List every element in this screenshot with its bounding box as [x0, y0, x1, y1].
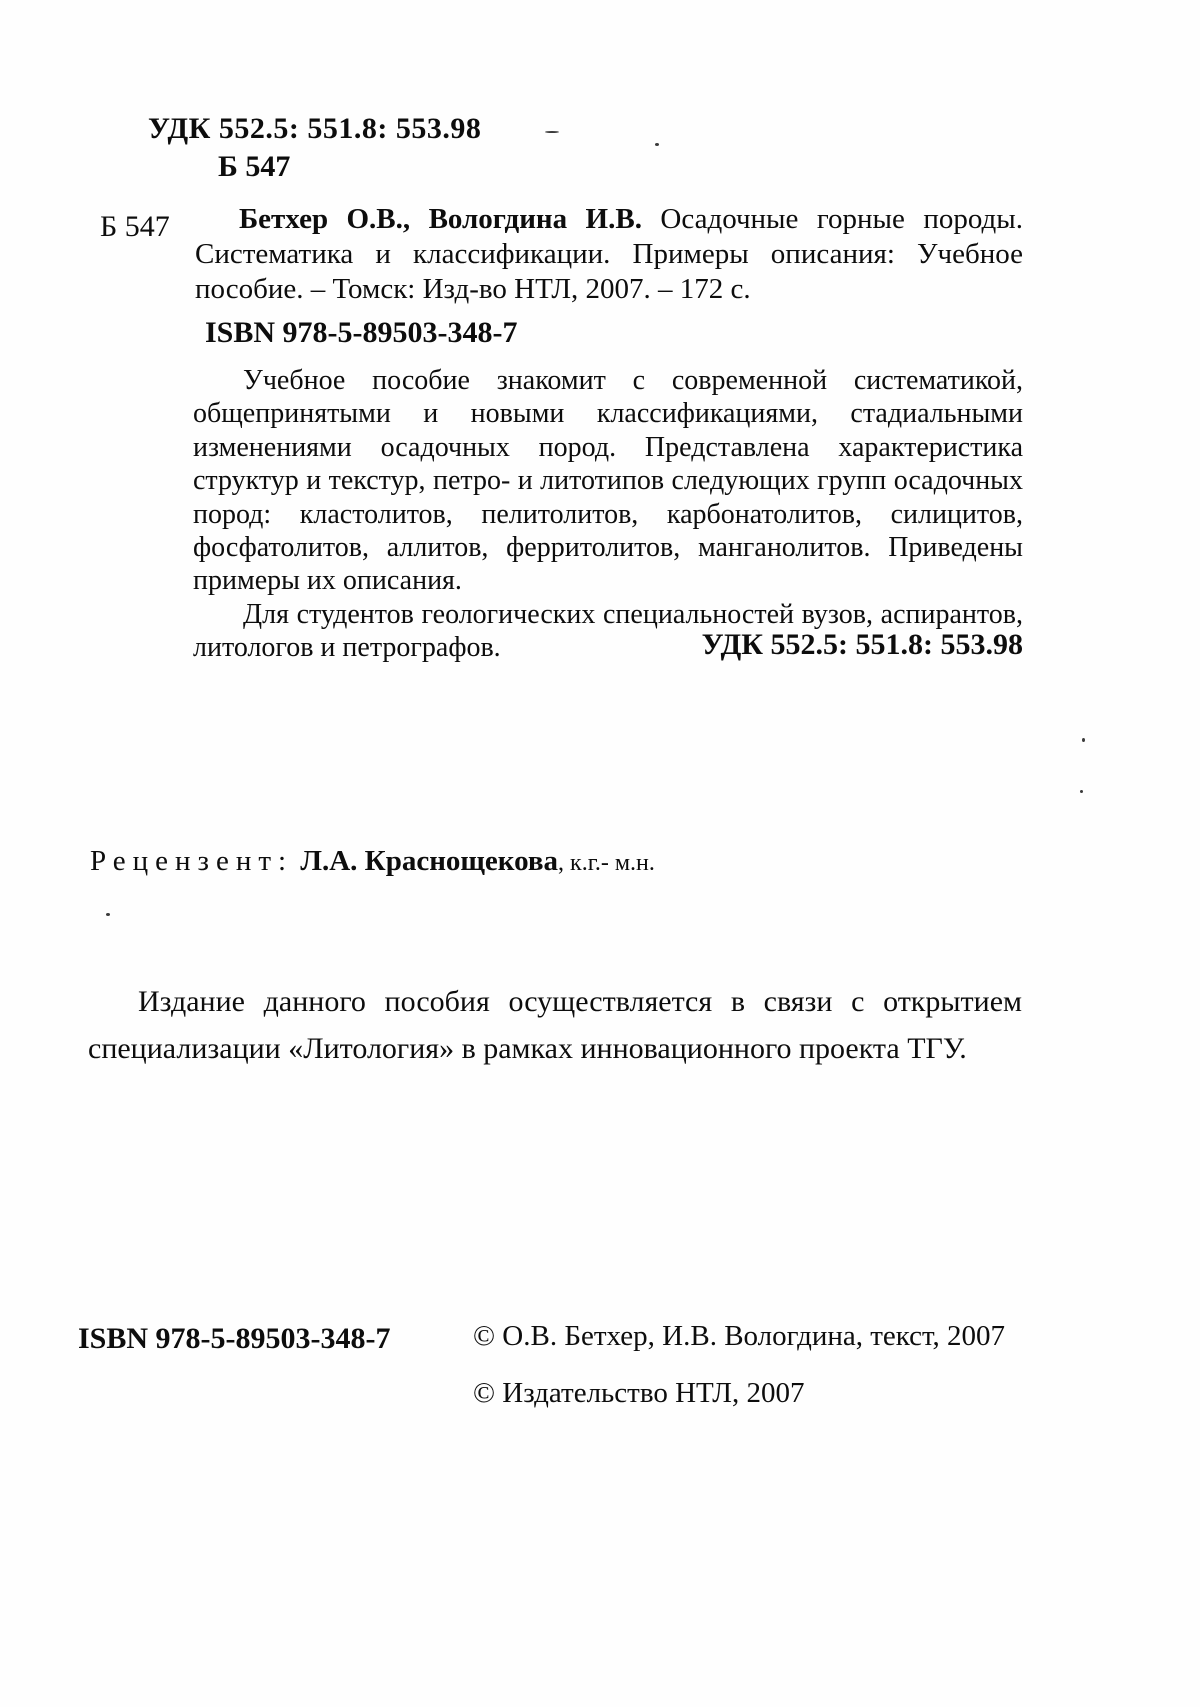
scan-speck [1080, 790, 1083, 793]
copyright-block [473, 1320, 1005, 1410]
reviewer-name: Л.А. Краснощекова [293, 845, 559, 877]
scan-speck [545, 131, 559, 133]
isbn-number: ISBN 978-5-89503-348-7 [205, 316, 518, 349]
scan-speck [1082, 738, 1085, 742]
scan-speck [655, 143, 659, 146]
copyright-publisher: © Издательство НТЛ, 2007 [473, 1377, 805, 1409]
reviewer-line [90, 845, 655, 878]
biblio-description: Осадочные горные породы. Систематика и классификации. Примеры описания: Учебное пособие. – Томск: Изд-во НТЛ, 2007. – 172 с. [195, 203, 1023, 305]
copyright-authors: © О.В. Бетхер, И.В. Вологдина, текст, 2007 [473, 1320, 1006, 1352]
annotation [193, 364, 1023, 665]
bbk-top-code: Б 547 [218, 150, 291, 183]
udk-top-code: УДК 552.5: 551.8: 553.98 [148, 112, 482, 145]
edition-note: Издание данного пособия осуществляется в связи с открытием специализации «Литология» в рамках инновационного проекта ТГУ. [88, 985, 1022, 1065]
reviewer-label: Рецензент: [90, 845, 294, 877]
reviewer-degree: , к.г.- м.н. [558, 850, 655, 876]
udk-right-code: УДК 552.5: 551.8: 553.98 [701, 628, 1023, 661]
footer-isbn: ISBN 978-5-89503-348-7 [78, 1322, 391, 1355]
annotation-paragraph-2: Для студентов геологических специальностей вузов, аспирантов, литологов и петрографов. [193, 598, 1023, 664]
biblio-authors: Бетхер О.В., Вологдина И.В. [239, 203, 642, 235]
annotation-paragraph-1: Учебное пособие знакомит с современной систематикой, общепринятыми и новыми классификациями, стадиальными изменениями осадочных пород. Представлена характеристика структур и текстур, петро- и литотипов следующих групп осадочных пород: кластолитов, пелитолитов, карбонатолитов, силицитов, фосфатолитов, аллитов, ферритолитов, манганолитов. Приведены примеры их описания. [193, 365, 1023, 597]
scan-speck [106, 913, 110, 916]
bibliographic-record [195, 202, 1023, 307]
margin-author-sign: Б 547 [100, 210, 170, 243]
